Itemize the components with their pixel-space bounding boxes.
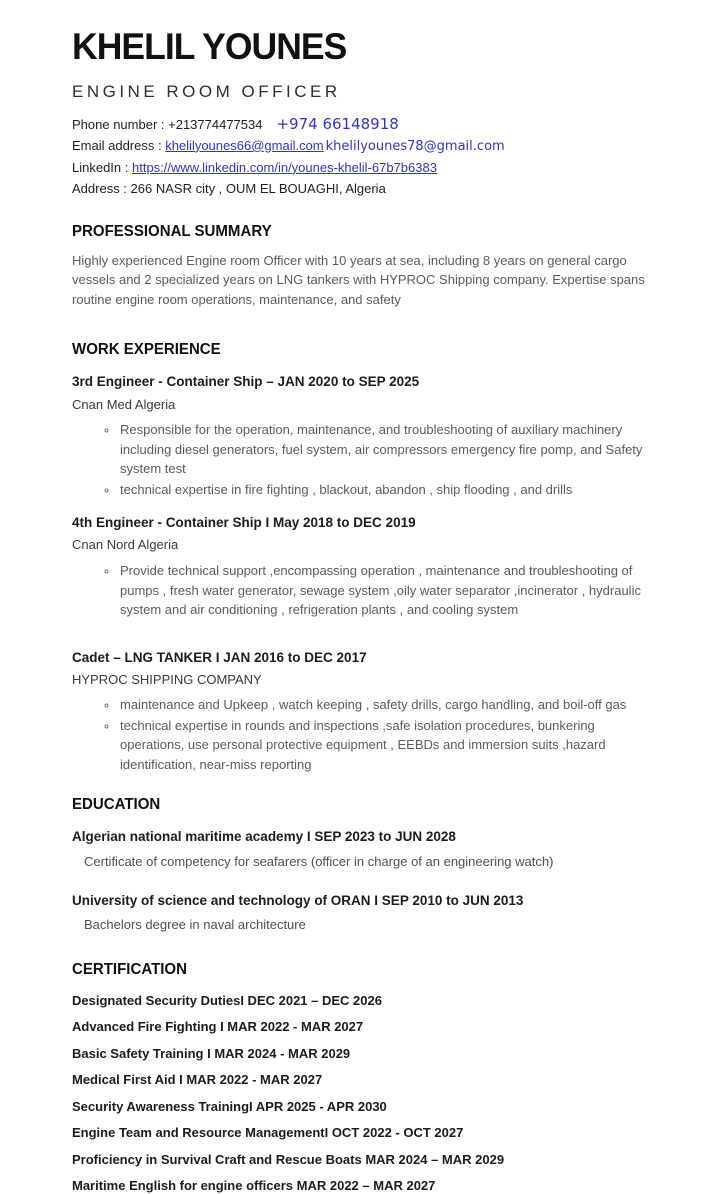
professional-summary-text: Highly experienced Engine room Officer with 10 years at sea, including 8 years on general cargo vessels and 2 specialized years on LNG tankers with HYPROC Shipping company. Expertise spans routine engine room operations, maintenance, and safety [72,252,645,307]
education-detail: Certificate of competency for seafarers (officer in charge of an engineering watch) [84,853,554,869]
job-entry-4th-engineer [72,515,662,619]
phone-label: Phone number : [72,116,169,132]
job-bullet-list [102,420,662,499]
job-bullet: ◦ maintenance and Upkeep , watch keeping , safety drills, cargo handling, and boil-off gas [118,695,662,715]
certification-item: Basic Safety Training I MAR 2024 - MAR 2029 [72,1045,351,1061]
job-title-subheading: ENGINE ROOM OFFICER [72,81,341,101]
certification-item: Security Awareness TrainingI APR 2025 - APR 2030 [72,1098,387,1114]
job-bullet: ◦ technical expertise in fire fighting , blackout, abandon , ship flooding , and drills [118,480,662,500]
education-heading: EDUCATION [72,796,161,814]
phone-primary: +213774477534 [168,116,263,132]
job-company: HYPROC SHIPPING COMPANY [72,671,262,687]
certification-list [72,992,662,1194]
certification-item: Maritime English for engine officers MAR 2022 – MAR 2027 [72,1178,436,1194]
linkedin-line [72,157,662,178]
certification-heading: CERTIFICATION [72,960,187,978]
education-entry-maritime-academy [72,829,662,869]
education-title: University of science and technology of ORAN I SEP 2010 to JUN 2013 [72,893,524,909]
address-label: Address : [72,180,131,196]
contact-block [72,114,662,199]
certification-item: Medical First Aid I MAR 2022 - MAR 2027 [72,1072,323,1088]
linkedin-link[interactable]: https://www.linkedin.com/in/younes-khelil-67b7b6383 [132,159,437,175]
phone-line [72,114,662,135]
job-company: Cnan Med Algeria [72,396,176,412]
job-title: 4th Engineer - Container Ship I May 2018 to DEC 2019 [72,515,416,531]
job-bullet: ◦ Responsible for the operation, maintenance, and troubleshooting of auxiliary machinery including diesel generators, fuel system, air compressors emergency fire pomp, and Safety system test [118,420,662,479]
section-education [72,796,662,933]
section-certification [72,961,662,1194]
education-title: Algerian national maritime academy I SEP 2023 to JUN 2028 [72,829,456,845]
certification-item: Designated Security DutiesI DEC 2021 – DEC 2026 [72,992,382,1008]
section-work-experience [72,341,662,774]
job-title: Cadet – LNG TANKER I JAN 2016 to DEC 2017 [72,649,367,665]
email-label: Email address : [72,137,166,153]
job-bullet: ◦ technical expertise in rounds and inspections ,safe isolation procedures, bunkering operations, use personal protective equipment , EEBDs and immersion suits ,hazard identification, near-miss reporting [118,716,662,775]
professional-summary-heading: PROFESSIONAL SUMMARY [72,222,272,240]
resume-header [72,28,662,199]
job-entry-cadet [72,650,662,775]
certification-item: Proficiency in Survival Craft and Rescue Boats MAR 2024 – MAR 2029 [72,1151,505,1167]
person-name: KHELIL YOUNES [72,26,347,67]
phone-secondary: +974 66148918 [276,114,399,133]
job-title: 3rd Engineer - Container Ship – JAN 2020 to SEP 2025 [72,374,420,390]
education-detail: Bachelors degree in naval architecture [84,917,306,933]
address-value: 266 NASR city , OUM EL BOUAGHI, Algeria [130,180,386,196]
section-professional-summary [72,223,662,310]
email-line [72,135,662,157]
address-line [72,178,662,199]
job-bullet-list [102,561,662,620]
linkedin-label: LinkedIn : [72,159,132,175]
job-entry-3rd-engineer [72,374,662,499]
certification-item: Advanced Fire Fighting I MAR 2022 - MAR 2027 [72,1019,364,1035]
job-bullet-list [102,695,662,774]
job-bullet: ◦ Provide technical support ,encompassing operation , maintenance and troubleshooting of pumps , fresh water generator, sewage system ,oily water separator ,incinerator , hydraulic system and air conditioning , refrigeration plants , and cooling system [118,561,662,620]
education-entry-university-oran [72,893,662,933]
job-company: Cnan Nord Algeria [72,537,179,553]
work-experience-heading: WORK EXPERIENCE [72,341,221,359]
certification-item: Engine Team and Resource ManagementI OCT 2022 - OCT 2027 [72,1125,464,1141]
email-primary-link[interactable]: khelilyounes66@gmail.com [165,137,324,153]
email-secondary: khelilyounes78@gmail.com [325,138,505,154]
